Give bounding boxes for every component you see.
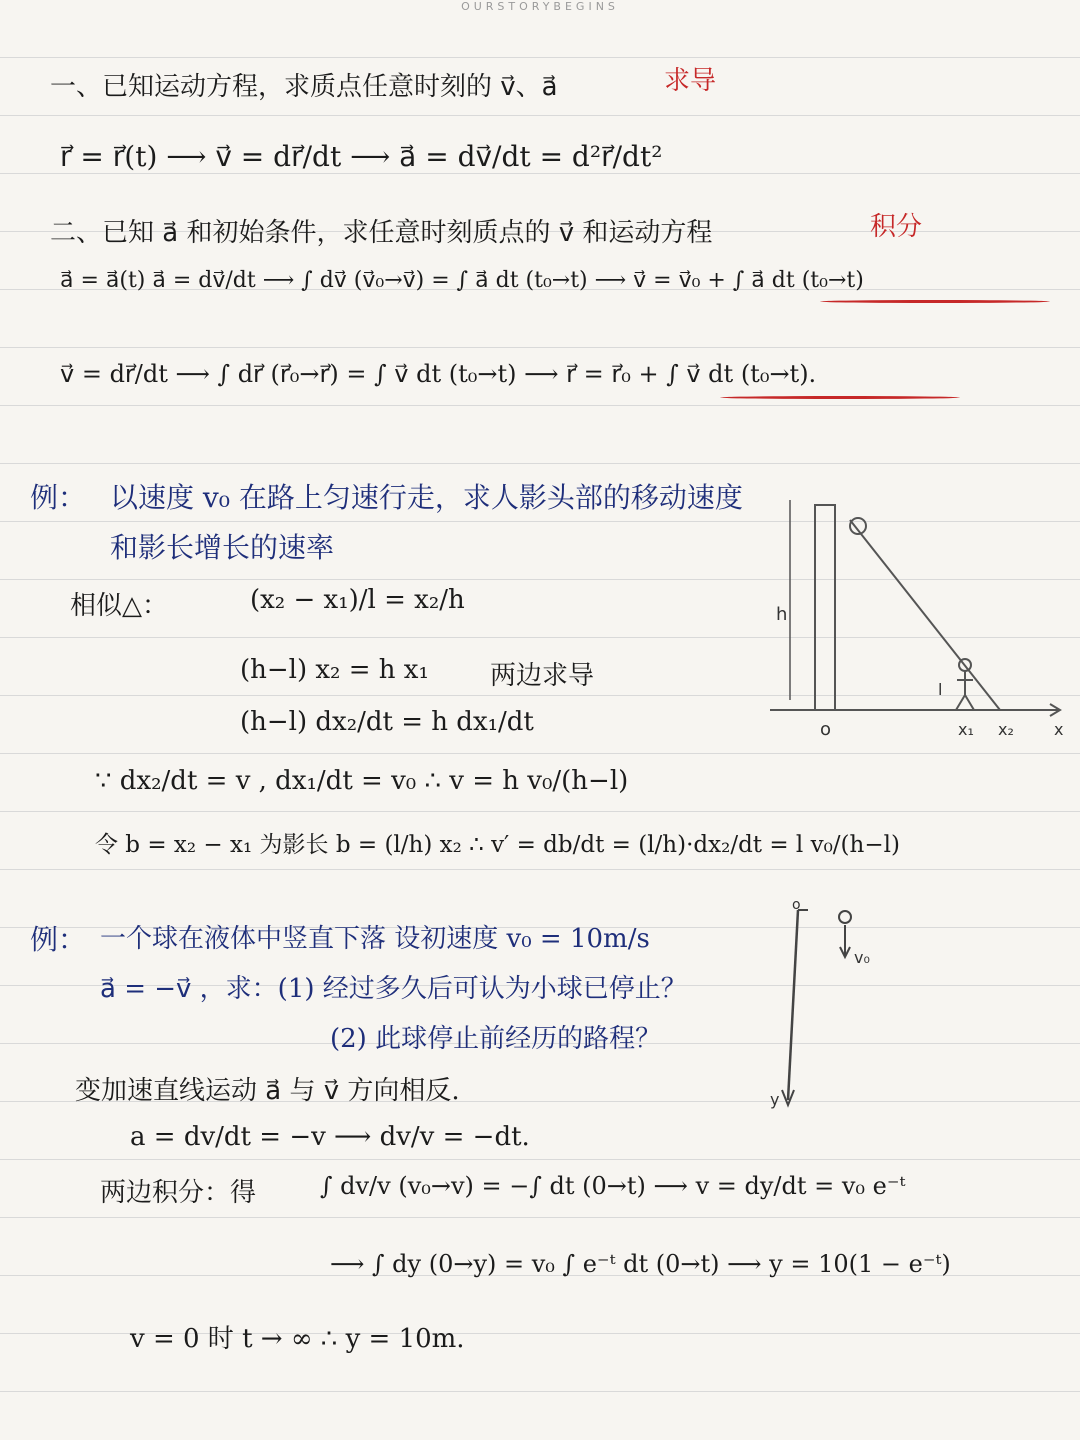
part2-tag: 积分 xyxy=(870,212,923,242)
example1-eq2: (h−l) dx₂/dt = h dx₁/dt xyxy=(240,707,534,737)
ball-diagram-y-label: y xyxy=(770,1090,780,1109)
diagram-x1-label: x₁ xyxy=(958,720,974,739)
part1-heading: 一、已知运动方程，求质点任意时刻的 v⃗、a⃗ xyxy=(50,72,558,102)
similar-equation: (x₂ − x₁)/l = x₂/h xyxy=(250,585,465,615)
part1-formula: r⃗ = r⃗(t) ⟶ v⃗ = dr⃗/dt ⟶ a⃗ = dv⃗/dt = d²r⃗/dt² xyxy=(60,140,663,173)
example2-step-5: v = 0 时 t → ∞ ∴ y = 10m. xyxy=(130,1324,465,1354)
red-underline-1 xyxy=(820,300,1050,303)
diagram-x-label: x xyxy=(1054,720,1064,739)
diagram-x2-label: x₂ xyxy=(998,720,1014,739)
diagram-h-label: h xyxy=(776,604,788,625)
example2-question-3: (2) 此球停止前经历的路程？ xyxy=(330,1024,662,1054)
example2-step-4: ⟶ ∫ dy (0→y) = v₀ ∫ e⁻ᵗ dt (0→t) ⟶ y = 10(1 − e⁻ᵗ) xyxy=(330,1250,951,1278)
example2-step-3: ∫ dv/v (v₀→v) = −∫ dt (0→t) ⟶ v = dy/dt = v₀ e⁻ᵗ xyxy=(320,1172,906,1200)
ball-diagram-v0-label: v₀ xyxy=(854,948,870,967)
example2-step-2: a = dv/dt = −v ⟶ dv/v = −dt. xyxy=(130,1122,530,1152)
example1-eq1: (h−l) x₂ = h x₁ xyxy=(240,655,429,685)
example1-label: 例： xyxy=(30,481,87,514)
shadow-diagram xyxy=(770,490,1070,750)
falling-ball-diagram xyxy=(770,895,890,1115)
example2-step-3-label: 两边积分：得 xyxy=(100,1178,257,1208)
diagram-l-label: l xyxy=(938,680,943,699)
example2-step-1: 变加速直线运动 a⃗ 与 v⃗ 方向相反. xyxy=(75,1076,460,1106)
red-underline-2 xyxy=(720,396,960,399)
diagram-origin-label: o xyxy=(820,719,832,740)
example1-eq1-note: 两边求导 xyxy=(490,661,595,691)
example1-question-2: 和影长增长的速率 xyxy=(110,531,335,564)
part2-heading: 二、已知 a⃗ 和初始条件，求任意时刻质点的 v⃗ 和运动方程 xyxy=(50,218,713,248)
page-header-text: OURSTORYBEGINS xyxy=(461,0,619,13)
example2-question-1: 一个球在液体中竖直下落 设初速度 v₀ = 10m/s xyxy=(100,924,650,954)
part1-tag: 求导 xyxy=(664,66,717,96)
similar-label: 相似△： xyxy=(70,591,168,621)
example2-question-2: a⃗ = −v⃗ ，求：(1) 经过多久后可认为小球已停止？ xyxy=(100,974,687,1004)
part2-formula-2: v⃗ = dr⃗/dt ⟶ ∫ dr⃗ (r⃗₀→r⃗) = ∫ v⃗ dt (t₀→t) ⟶ r⃗ = r⃗₀ + ∫ v⃗ dt (t₀→t). xyxy=(60,360,817,388)
part2-formula-1: a⃗ = a⃗(t) a⃗ = dv⃗/dt ⟶ ∫ dv⃗ (v⃗₀→v⃗) = ∫ a⃗ dt (t₀→t) ⟶ v⃗ = v⃗₀ + ∫ a⃗ dt (t₀→t) xyxy=(60,268,864,293)
ball-diagram-origin-label: o xyxy=(792,897,801,913)
example1-eq4: 令 b = x₂ − x₁ 为影长 b = (l/h) x₂ ∴ v′ = db/dt = (l/h)·dx₂/dt = l v₀/(h−l) xyxy=(95,832,900,858)
example1-eq3: ∵ dx₂/dt = v , dx₁/dt = v₀ ∴ v = h v₀/(h−l) xyxy=(95,766,629,796)
example1-question-1: 以速度 v₀ 在路上匀速行走，求人影头部的移动速度 xyxy=(110,481,743,514)
example2-label: 例： xyxy=(30,923,87,956)
